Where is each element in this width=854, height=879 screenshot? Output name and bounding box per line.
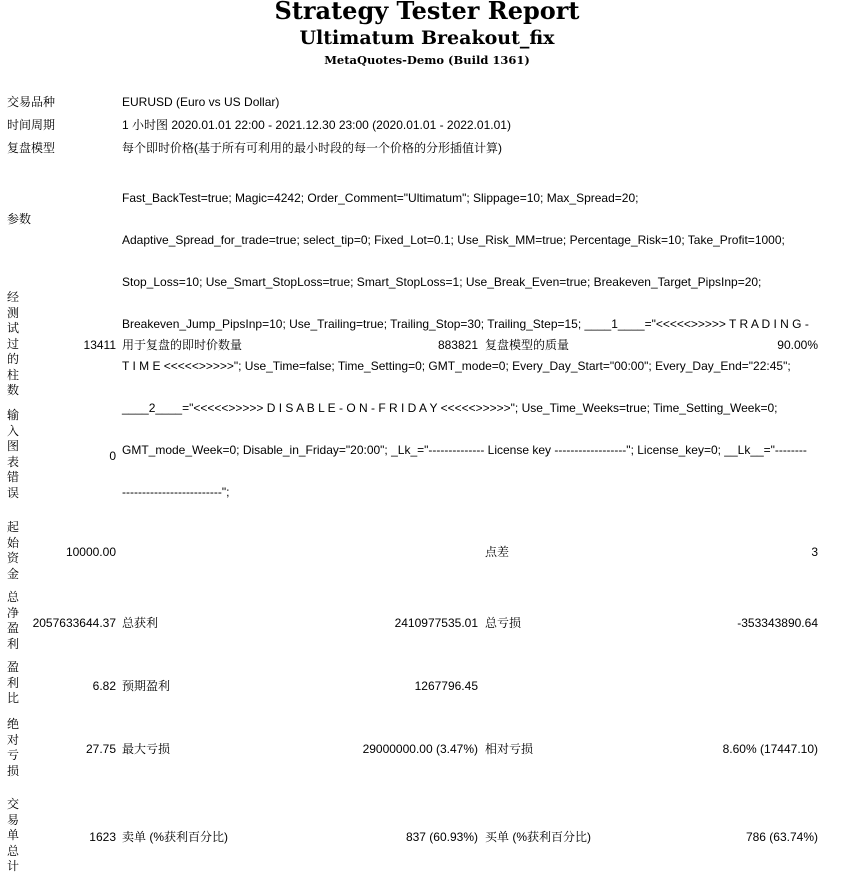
params-line: Adaptive_Spread_for_trade=true; select_tip=0; Fixed_Lot=0.1; Use_Risk_MM=true; Percentage_Risk=10; Take_Profit=1000; xyxy=(122,233,785,247)
gross-profit-value: 2410977535.01 xyxy=(394,616,478,630)
long-positions-value: 786 (63.74%) xyxy=(745,830,818,844)
profit-factor-value: 6.82 xyxy=(92,679,116,693)
server-build: MetaQuotes-Demo (Build 1361) xyxy=(324,53,530,67)
quality-value: 90.00% xyxy=(777,338,818,352)
total-trades-value: 1623 xyxy=(89,830,116,844)
deposit-value: 10000.00 xyxy=(65,545,116,559)
report-title: Strategy Tester Report xyxy=(274,0,580,25)
model-label: 复盘模型 xyxy=(7,141,56,155)
expected-payoff-label: 预期盈利 xyxy=(122,679,171,693)
spread-value: 3 xyxy=(811,545,818,559)
params-line: Fast_BackTest=true; Magic=4242; Order_Comment="Ultimatum"; Slippage=10; Max_Spread=20; xyxy=(122,191,639,205)
errors-value: 0 xyxy=(109,449,116,463)
absolute-drawdown-label: 绝 对 亏 损 xyxy=(7,717,20,778)
quality-label: 复盘模型的质量 xyxy=(485,338,570,352)
params-label: 参数 xyxy=(7,212,32,226)
params-line: -------------------------"; xyxy=(122,485,230,499)
ticks-value: 883821 xyxy=(437,338,478,352)
expert-name: Ultimatum Breakout_fix xyxy=(299,27,555,49)
bars-value: 13411 xyxy=(83,338,116,352)
gross-loss-label: 总亏损 xyxy=(485,616,522,630)
ticks-label: 用于复盘的即时价数量 xyxy=(122,338,243,352)
net-profit-value: 2057633644.37 xyxy=(32,616,116,630)
spread-label: 点差 xyxy=(485,545,510,559)
errors-label: 输 入 图 表 错 误 xyxy=(7,408,20,500)
period-label: 时间周期 xyxy=(7,118,56,132)
symbol-label: 交易品种 xyxy=(7,95,56,109)
net-profit-label: 总 净 盈 利 xyxy=(7,590,20,651)
max-drawdown-value: 29000000.00 (3.47%) xyxy=(362,742,478,756)
relative-drawdown-value: 8.60% (17447.10) xyxy=(722,742,818,756)
params-line: Stop_Loss=10; Use_Smart_StopLoss=true; Smart_StopLoss=1; Use_Break_Even=true; Breakeven_Target_PipsInp=20; xyxy=(122,275,762,289)
params-line: T I M E <<<<<>>>>>"; Use_Time=false; Time_Setting=0; GMT_mode=0; Every_Day_Start="00:00"; Every_Day_End="22:45"; xyxy=(122,359,791,373)
short-positions-value: 837 (60.93%) xyxy=(405,830,478,844)
bars-label: 经 测 试 过 的 柱 数 xyxy=(7,290,20,397)
short-positions-label: 卖单 (%获利百分比) xyxy=(122,830,228,844)
relative-drawdown-label: 相对亏损 xyxy=(485,742,534,756)
gross-profit-label: 总获利 xyxy=(122,616,159,630)
params-line: ____2____="<<<<<>>>>> D I S A B L E - O N - F R I D A Y <<<<<>>>>>"; Use_Time_Weeks=true; Time_Setting_Week=0; xyxy=(122,401,778,415)
params-line: GMT_mode_Week=0; Disable_in_Friday="20:00"; _Lk_="-------------- License key ------------------"; License_key=0; __Lk__="-------- xyxy=(122,443,807,457)
profit-factor-label: 盈 利 比 xyxy=(7,660,20,705)
deposit-label: 起 始 资 金 xyxy=(7,520,20,581)
symbol-value: EURUSD (Euro vs US Dollar) xyxy=(122,95,280,109)
max-drawdown-label: 最大亏损 xyxy=(122,742,171,756)
gross-loss-value: -353343890.64 xyxy=(737,616,818,630)
period-value: 1 小时图 2020.01.01 22:00 - 2021.12.30 23:00 (2020.01.01 - 2022.01.01) xyxy=(122,118,511,132)
long-positions-label: 买单 (%获利百分比) xyxy=(485,830,591,844)
model-value: 每个即时价格(基于所有可利用的最小时段的每一个价格的分形插值计算) xyxy=(122,141,502,155)
expected-payoff-value: 1267796.45 xyxy=(414,679,478,693)
absolute-drawdown-value: 27.75 xyxy=(85,742,116,756)
total-trades-label: 交 易 单 总 计 xyxy=(7,797,20,873)
params-line: Breakeven_Jump_PipsInp=10; Use_Trailing=true; Trailing_Stop=30; Trailing_Step=15; ____1____="<<<<<>>>>> T R A D I N G - xyxy=(122,317,809,331)
